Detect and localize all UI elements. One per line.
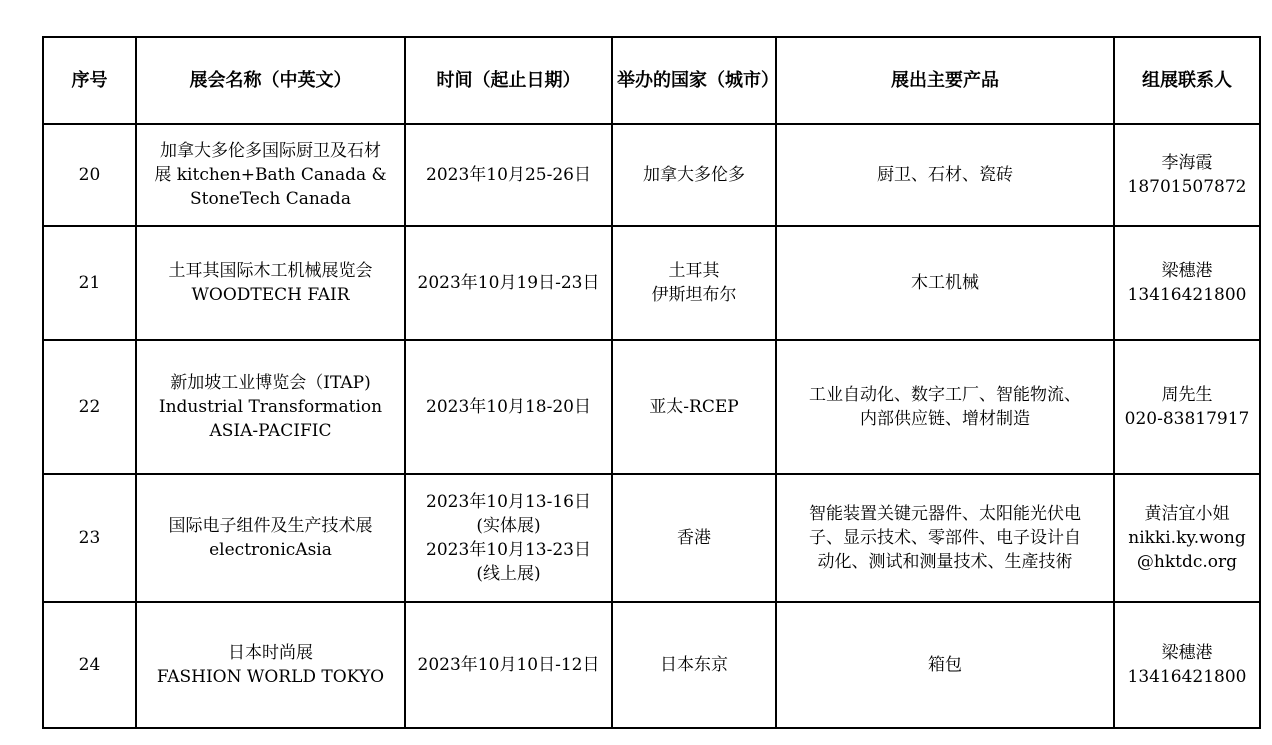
date-line: 2023年10月10日-12日 <box>417 655 600 675</box>
cell-products <box>776 474 1114 602</box>
cell-date <box>405 124 612 226</box>
header-no: 序号 <box>43 37 136 124</box>
table-row <box>43 124 1260 226</box>
contact-line: 13416421800 <box>1127 667 1247 687</box>
date-line: 2023年10月18-20日 <box>426 397 591 417</box>
date-line: (实体展) <box>476 516 541 536</box>
name-line: 展 kitchen+Bath Canada & <box>154 165 387 185</box>
cell-location <box>612 474 776 602</box>
name-line: 加拿大多伦多国际厨卫及石材 <box>160 141 381 161</box>
name-line: WOODTECH FAIR <box>191 285 350 305</box>
date-line: 2023年10月13-23日 <box>426 540 591 560</box>
name-line: StoneTech Canada <box>190 189 351 209</box>
contact-line: 18701507872 <box>1127 177 1247 197</box>
cell-contact <box>1114 474 1260 602</box>
contact-line: 13416421800 <box>1127 285 1247 305</box>
table-row <box>43 602 1260 728</box>
cell-no: 24 <box>43 602 136 728</box>
cell-products <box>776 602 1114 728</box>
contact-line: 020-83817917 <box>1124 409 1250 429</box>
cell-no: 21 <box>43 226 136 340</box>
location-line: 日本东京 <box>660 655 728 675</box>
location-line: 加拿大多伦多 <box>643 165 745 185</box>
cell-location <box>612 124 776 226</box>
cell-no: 22 <box>43 340 136 474</box>
header-date: 时间（起止日期） <box>405 37 612 124</box>
cell-location <box>612 602 776 728</box>
name-line: 土耳其国际木工机械展览会 <box>168 261 373 281</box>
date-line: 2023年10月13-16日 <box>426 492 591 512</box>
cell-date <box>405 602 612 728</box>
cell-contact <box>1114 124 1260 226</box>
date-line: 2023年10月19日-23日 <box>417 273 600 293</box>
header-exhibition-name: 展会名称（中英文） <box>136 37 405 124</box>
name-line: 日本时尚展 <box>228 643 313 663</box>
date-line: (线上展) <box>476 564 541 584</box>
table-header-row <box>43 37 1260 124</box>
cell-location <box>612 340 776 474</box>
table-row <box>43 474 1260 602</box>
products-line: 箱包 <box>928 655 962 675</box>
header-location: 举办的国家（城市） <box>612 37 776 124</box>
name-line: 国际电子组件及生产技术展 <box>168 516 373 536</box>
header-products: 展出主要产品 <box>776 37 1114 124</box>
name-line: 新加坡工业博览会（ITAP) <box>170 373 371 393</box>
cell-date <box>405 226 612 340</box>
cell-contact <box>1114 602 1260 728</box>
location-line: 香港 <box>677 528 711 548</box>
products-line: 动化、测试和测量技术、生產技術 <box>817 552 1073 572</box>
cell-products <box>776 124 1114 226</box>
products-line: 木工机械 <box>911 273 979 293</box>
cell-contact <box>1114 226 1260 340</box>
location-line: 土耳其 <box>668 261 720 281</box>
table-row <box>43 340 1260 474</box>
contact-line: 周先生 <box>1161 385 1213 405</box>
products-line: 子、显示技术、零部件、电子设计自 <box>809 528 1081 548</box>
name-line: electronicAsia <box>209 540 332 560</box>
contact-line: @hktdc.org <box>1136 552 1238 572</box>
location-line: 伊斯坦布尔 <box>651 285 737 305</box>
cell-exhibition-name <box>136 124 405 226</box>
products-line: 工业自动化、数字工厂、智能物流、 <box>809 385 1081 405</box>
cell-date <box>405 474 612 602</box>
date-line: 2023年10月25-26日 <box>426 165 591 185</box>
exhibition-table <box>42 36 1261 729</box>
header-contact: 组展联系人 <box>1114 37 1260 124</box>
table-row <box>43 226 1260 340</box>
cell-products <box>776 226 1114 340</box>
products-line: 智能装置关键元器件、太阳能光伏电 <box>809 504 1081 524</box>
cell-exhibition-name <box>136 226 405 340</box>
cell-date <box>405 340 612 474</box>
location-line: 亚太-RCEP <box>649 397 739 417</box>
contact-line: 梁穗港 <box>1161 261 1213 281</box>
cell-exhibition-name <box>136 340 405 474</box>
contact-line: 李海霞 <box>1161 153 1213 173</box>
cell-exhibition-name <box>136 602 405 728</box>
contact-line: nikki.ky.wong <box>1128 528 1246 548</box>
contact-line: 黄洁宜小姐 <box>1144 504 1230 524</box>
products-line: 厨卫、石材、瓷砖 <box>877 165 1013 185</box>
cell-no: 23 <box>43 474 136 602</box>
name-line: FASHION WORLD TOKYO <box>156 667 385 687</box>
cell-no: 20 <box>43 124 136 226</box>
name-line: Industrial Transformation <box>158 397 383 417</box>
products-line: 内部供应链、增材制造 <box>860 409 1030 429</box>
cell-contact <box>1114 340 1260 474</box>
name-line: ASIA-PACIFIC <box>209 421 332 441</box>
cell-location <box>612 226 776 340</box>
contact-line: 梁穗港 <box>1161 643 1213 663</box>
cell-products <box>776 340 1114 474</box>
cell-exhibition-name <box>136 474 405 602</box>
